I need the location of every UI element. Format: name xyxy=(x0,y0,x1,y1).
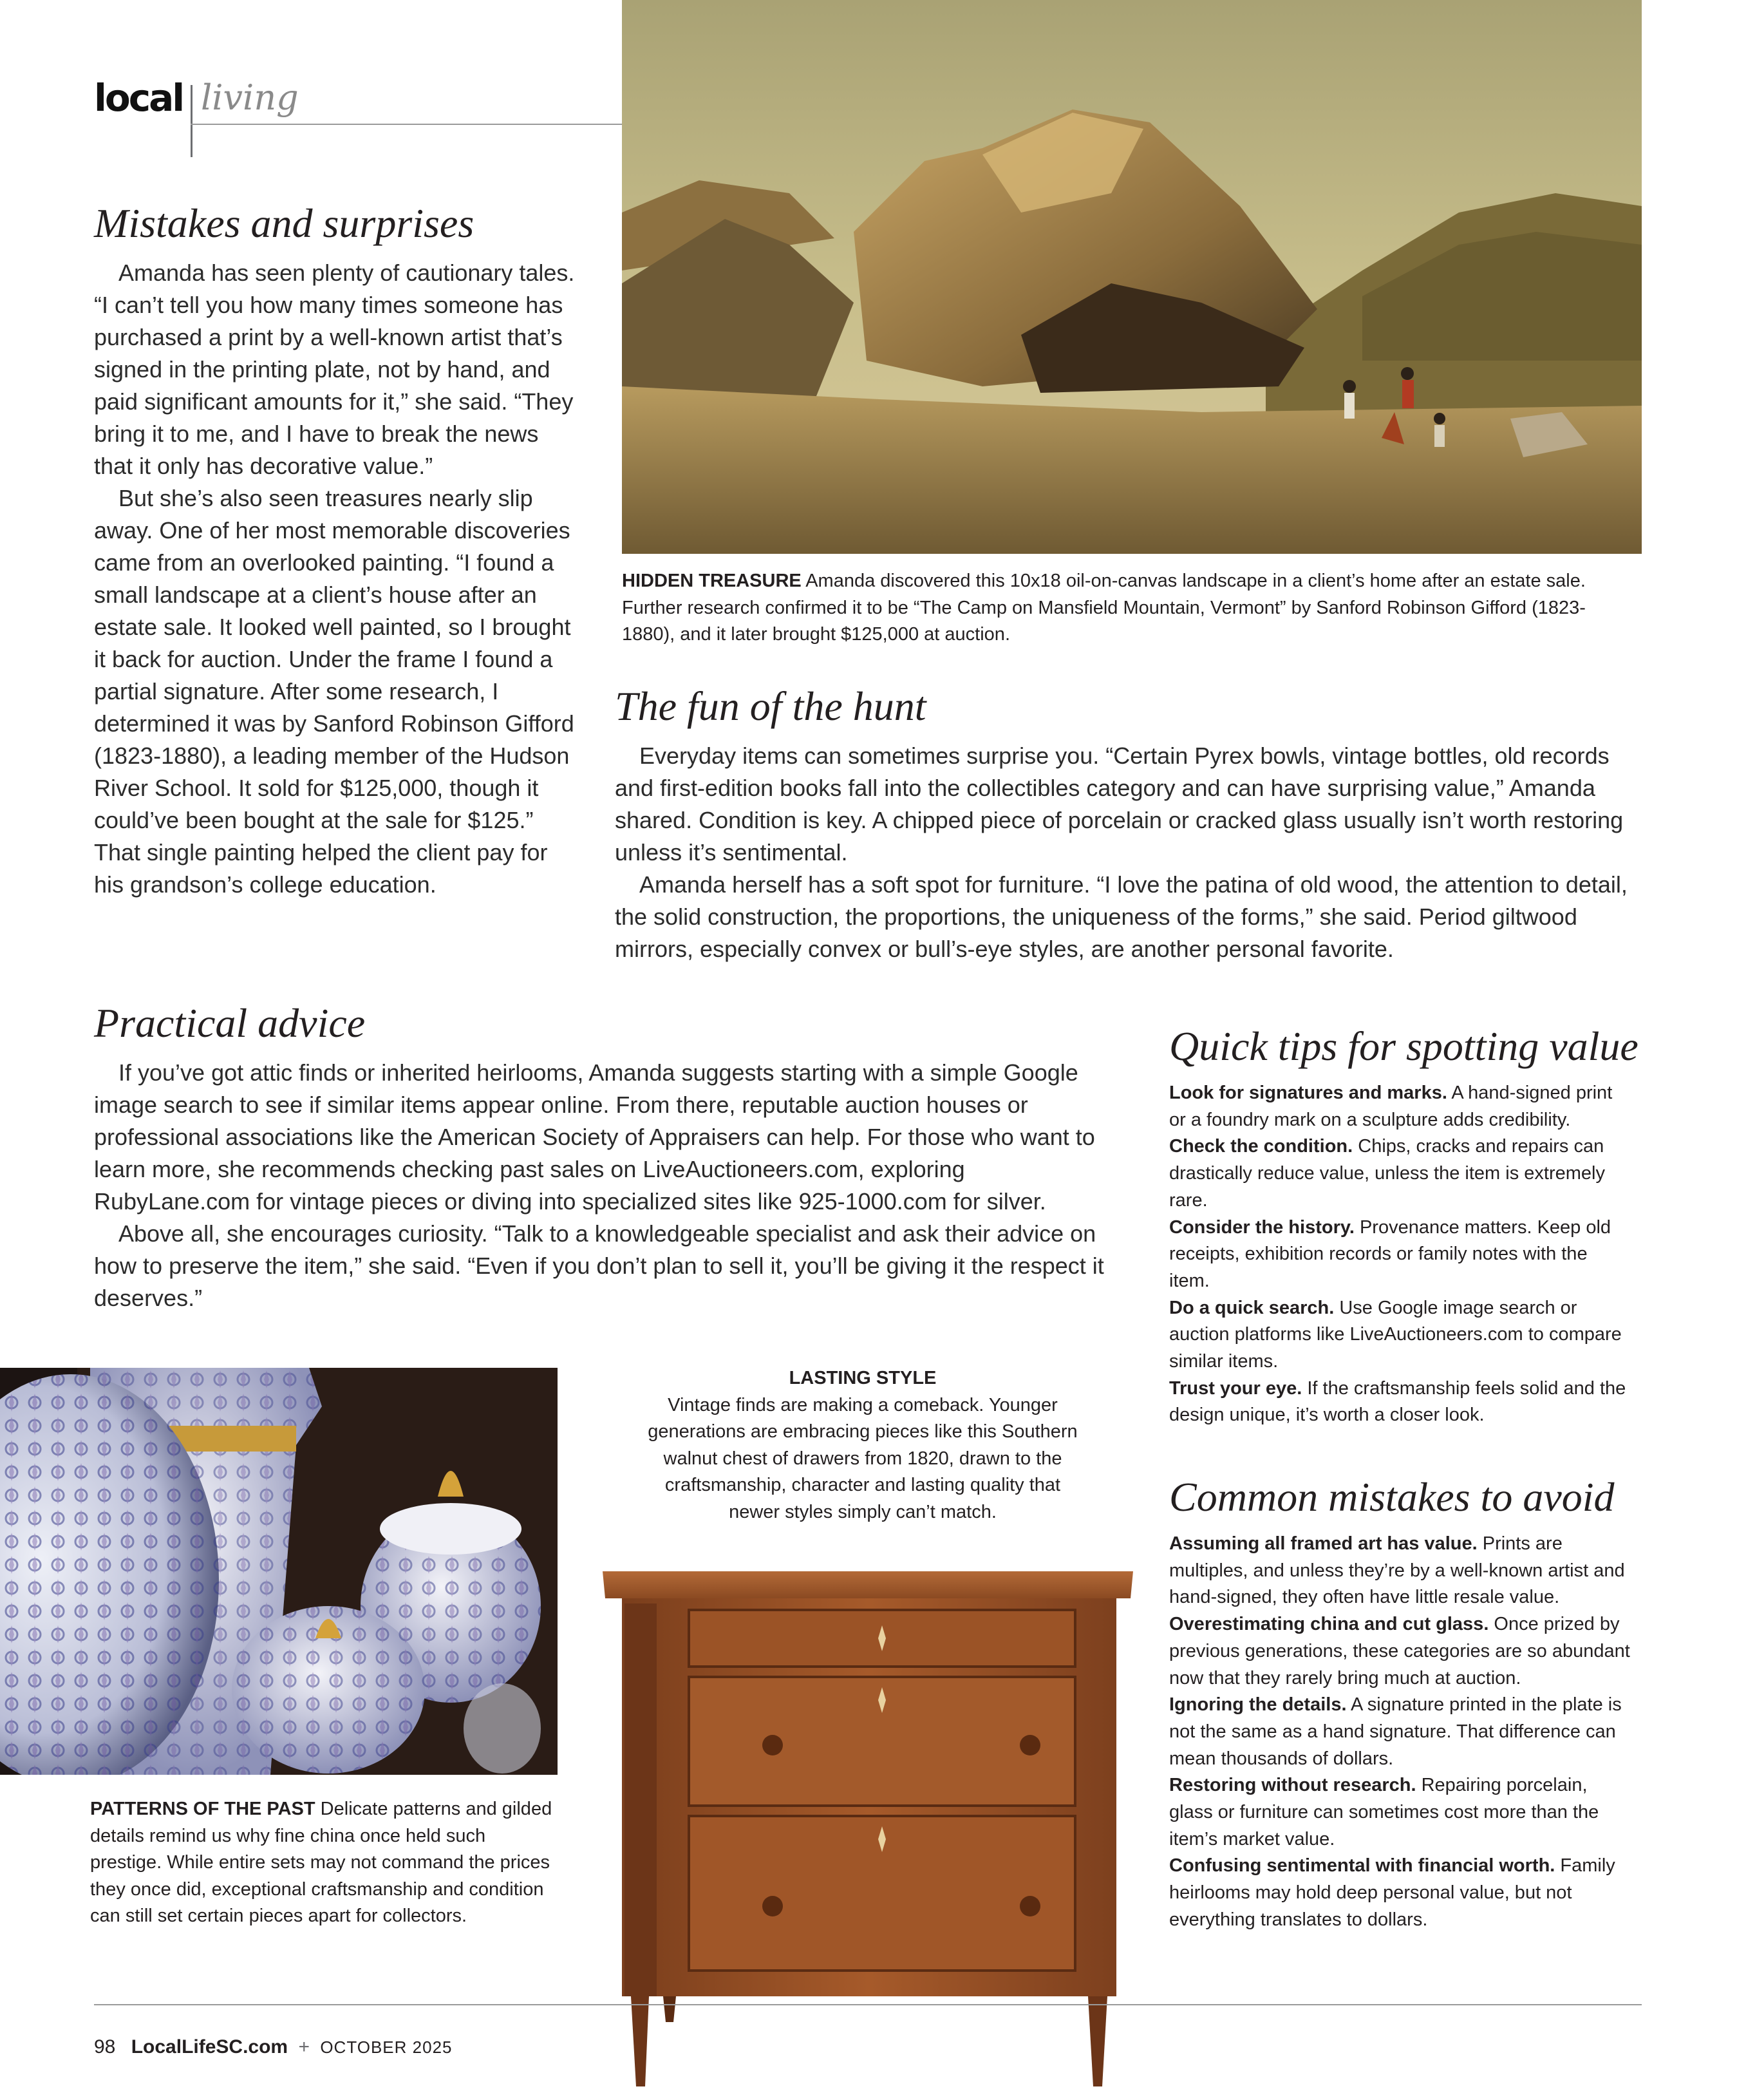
mistake-item xyxy=(1169,1692,1633,1772)
caption-patterns-label: PATTERNS OF THE PAST xyxy=(90,1799,315,1819)
footer-date: OCTOBER 2025 xyxy=(320,2038,453,2057)
page-number: 98 xyxy=(94,2036,116,2057)
tip-item xyxy=(1169,1295,1633,1376)
footer-site: LocalLifeSC.com xyxy=(131,2036,288,2057)
caption-lasting-style-label: LASTING STYLE xyxy=(789,1368,937,1388)
tip-text: A hand-signed print or a foundry mark on a sculpture adds credibility. xyxy=(1169,1083,1613,1130)
caption-hidden-treasure xyxy=(622,568,1601,648)
mistake-text: Family heirlooms may hold deep personal value, but not everything translates to dollars. xyxy=(1169,1855,1615,1930)
caption-hidden-treasure-label: HIDDEN TREASURE xyxy=(622,571,802,591)
mistake-lead: Assuming all framed art has value. xyxy=(1169,1533,1478,1554)
mistake-lead: Ignoring the details. xyxy=(1169,1694,1347,1716)
heading-practical-advice: Practical advice xyxy=(94,1000,366,1046)
mistake-item xyxy=(1169,1772,1633,1853)
practical-text xyxy=(94,1057,1124,1314)
footer-rule xyxy=(94,2004,1642,2005)
mistake-item xyxy=(1169,1853,1633,1933)
tip-text: Provenance matters. Keep old receipts, exhibition records or family notes with the item. xyxy=(1169,1216,1611,1291)
mistake-text: A signature printed in the plate is not the same as a hand signature. That difference can mean thousands of dollars. xyxy=(1169,1694,1622,1769)
fun-paragraph-2: Amanda herself has a soft spot for furniture. “I love the patina of old wood, the attention to detail, the solid construction, the proportions, the uniqueness of the forms,” she said. Period giltwood mirrors, especially convex or bull’s-eye styles, are another personal favorite. xyxy=(615,871,1628,962)
footer-separator: + xyxy=(298,2036,310,2057)
tip-text: Chips, cracks and repairs can drastically reduce value, unless the item is extremely rare. xyxy=(1169,1136,1605,1211)
caption-patterns xyxy=(90,1796,554,1930)
mistake-lead: Confusing sentimental with financial worth. xyxy=(1169,1855,1555,1877)
tip-item xyxy=(1169,1133,1633,1214)
mistake-item xyxy=(1169,1531,1633,1611)
quick-tips-list xyxy=(1169,1080,1633,1429)
mistakes-paragraph-1: Amanda has seen plenty of cautionary tales. “I can’t tell you how many times someone has purchased a print by a well-known artist that’s signed in the printing plate, not by hand, and paid significant amounts for it,” she said. “They bring it to me, and I have to break the news that it only has decorative value.” xyxy=(94,260,575,479)
fun-paragraph-1: Everyday items can sometimes surprise you. “Certain Pyrex bowls, vintage bottles, old records and first-edition books fall into the collectibles category and can have surprising value,” Amanda shared. Condition is key. A chipped piece of porcelain or cracked glass usually isn’t worth restoring unless it’s sentimental. xyxy=(615,743,1624,866)
heading-mistakes: Mistakes and surprises xyxy=(94,200,474,246)
heading-common-mistakes: Common mistakes to avoid xyxy=(1169,1474,1615,1520)
caption-patterns-text: Delicate patterns and gilded details remind us why fine china once held such prestige. While entire sets may not command the prices they once did, exceptional craftsmanship and condition can still set certain pieces apart for collectors. xyxy=(90,1799,552,1926)
mistake-text: Once prized by previous generations, these categories are so abundant now that they rarely bring much at auction. xyxy=(1169,1614,1630,1689)
heading-quick-tips: Quick tips for spotting value xyxy=(1169,1023,1638,1069)
brand-divider xyxy=(191,85,192,157)
chest-of-drawers-image xyxy=(599,1558,1140,2100)
china-vases-image xyxy=(0,1368,558,1775)
mistakes-text xyxy=(94,257,577,901)
tip-lead: Do a quick search. xyxy=(1169,1297,1335,1318)
caption-lasting-style-text: Vintage finds are making a comeback. Younger generations are embracing pieces like this Southern walnut chest of drawers from 1820, drawn to the craftsmanship, character and lasting quality that newer styles simply can’t match. xyxy=(648,1394,1078,1522)
mistake-lead: Restoring without research. xyxy=(1169,1775,1416,1796)
caption-hidden-treasure-text: Amanda discovered this 10x18 oil-on-canvas landscape in a client’s home after an estate sale. Further research confirmed it to be “The Camp on Mansfield Mountain, Vermont” by Sanford Robinson Gifford (1823-1880), and it later brought $125,000 at auction. xyxy=(622,571,1586,645)
tip-lead: Look for signatures and marks. xyxy=(1169,1083,1447,1103)
landscape-painting-image xyxy=(622,0,1642,554)
fun-text xyxy=(615,740,1632,965)
tip-lead: Consider the history. xyxy=(1169,1216,1355,1238)
heading-fun-of-the-hunt: The fun of the hunt xyxy=(615,683,926,729)
tip-item xyxy=(1169,1080,1633,1133)
mistake-lead: Overestimating china and cut glass. xyxy=(1169,1614,1489,1635)
tip-text: If the craftsmanship feels solid and the design unique, it’s worth a closer look. xyxy=(1169,1377,1626,1426)
common-mistakes-list xyxy=(1169,1531,1633,1934)
tip-lead: Check the condition. xyxy=(1169,1136,1353,1157)
footer xyxy=(94,2036,453,2058)
practical-paragraph-2: Above all, she encourages curiosity. “Talk to a knowledgeable specialist and ask their advice on how to preserve the item,” she said. “Even if you don’t plan to sell it, you’ll be giving it the respect it deserves.” xyxy=(94,1220,1104,1311)
brand-living: living xyxy=(201,77,299,118)
mistakes-paragraph-2: But she’s also seen treasures nearly slip away. One of her most memorable discoveries came from an overlooked painting. “I found a small landscape at a client’s house after an estate sale. It looked well painted, so I brought it back for auction. Under the frame I found a partial signature. After some research, I determined it was by Sanford Robinson Gifford (1823-1880), a leading member of the Hudson River School. It sold for $125,000, though it could’ve been bought at the sale for $125.” That single painting helped the client pay for his grandson’s college education. xyxy=(94,485,574,898)
brand-local: local xyxy=(94,76,183,120)
header-rule xyxy=(191,124,622,125)
mistake-text: Prints are multiples, and unless they’re by a well-known artist and hand-signed, they often have little resale value. xyxy=(1169,1533,1625,1608)
caption-lasting-style xyxy=(644,1365,1082,1526)
tip-text: Use Google image search or auction platforms like LiveAuctioneers.com to compare similar items. xyxy=(1169,1297,1622,1372)
practical-paragraph-1: If you’ve got attic finds or inherited heirlooms, Amanda suggests starting with a simple Google image search to see if similar items appear online. From there, reputable auction houses or professional associations like the American Society of Appraisers can help. For those who want to learn more, she recommends checking past sales on LiveAuctioneers.com, exploring RubyLane.com for vintage pieces or diving into specialized sites like 925-1000.com for silver. xyxy=(94,1059,1095,1215)
tip-lead: Trust your eye. xyxy=(1169,1377,1302,1399)
tip-item xyxy=(1169,1376,1633,1429)
mistake-item xyxy=(1169,1611,1633,1692)
tip-item xyxy=(1169,1215,1633,1295)
mistake-text: Repairing porcelain, glass or furniture can sometimes cost more than the item’s market value. xyxy=(1169,1775,1599,1849)
